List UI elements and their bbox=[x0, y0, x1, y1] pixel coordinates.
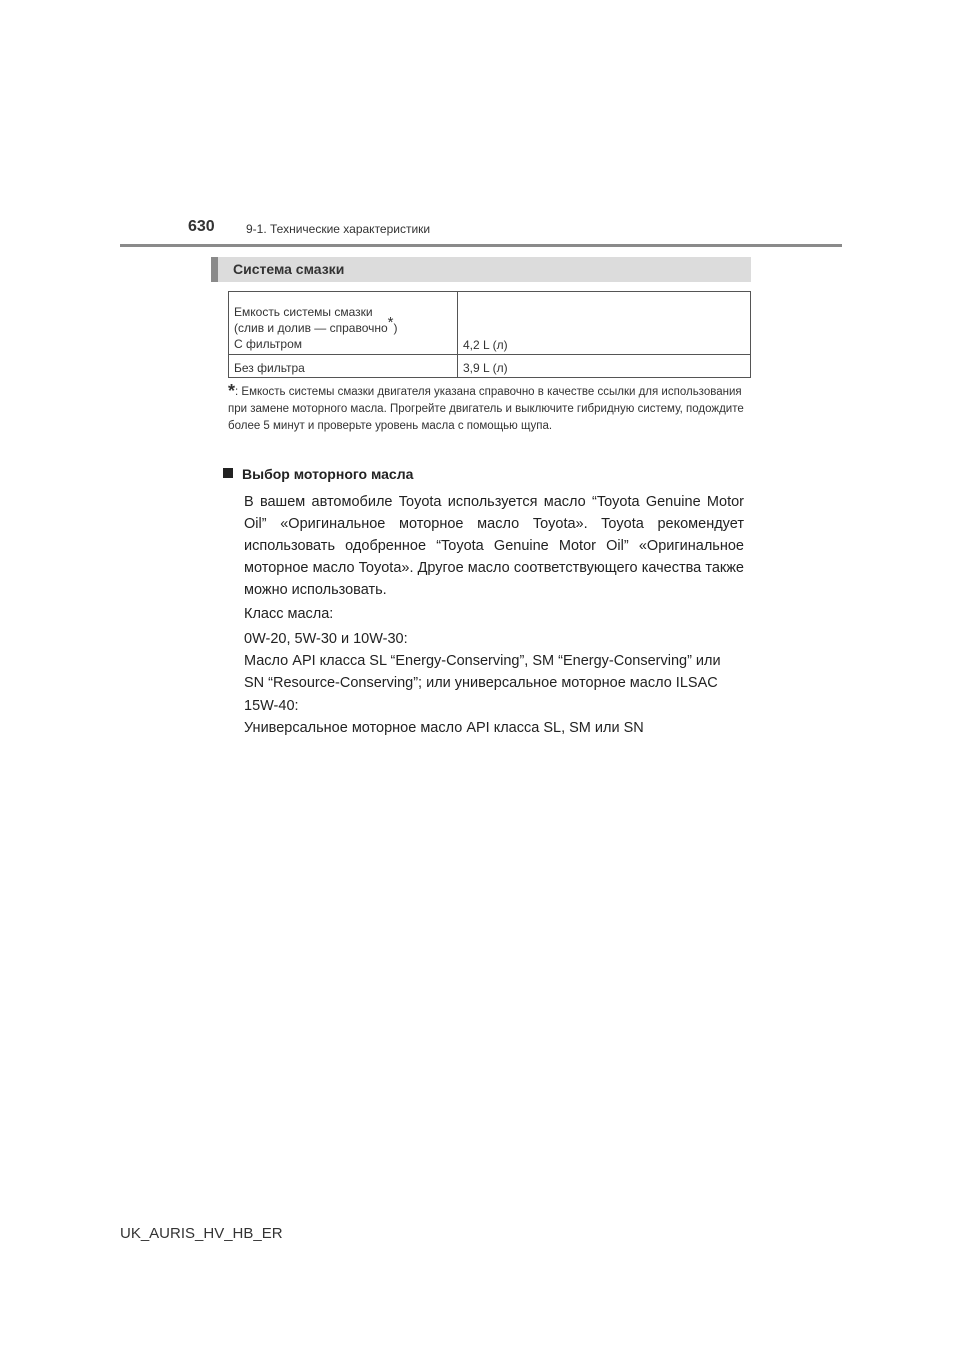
footnote-star: * bbox=[228, 381, 236, 401]
without-filter-value: 3,9 L (л) bbox=[458, 355, 751, 378]
oil-selection-heading bbox=[223, 466, 413, 482]
document-code: UK_AURIS_HV_HB_ER bbox=[120, 1225, 283, 1242]
section-header-bar bbox=[211, 257, 751, 282]
footnote-text: : Емкость системы смазки двигателя указана справочно в качестве ссылки для использования при замене моторного масла. Прогрейте двигатель и выключите гибридную систему, подождите более 5 минут и проверьте уровень масла с помощью щупа. bbox=[228, 386, 744, 432]
page-number: 630 bbox=[188, 218, 215, 235]
oil-selection-paragraph: В вашем автомобиле Toyota используется масло “Toyota Genuine Motor Oil” «Оригинальное моторное масло Toyota». Toyota рекомендует использовать одобренное “Toyota Genuine Motor Oil” «Оригинальное моторное масло Toyota». Другое масло соответствующего качества также можно использовать. bbox=[244, 494, 744, 598]
oil-grade-1-line2: SN “Resource-Conserving”; или универсальное моторное масло ILSAC bbox=[244, 675, 718, 691]
with-filter-value: 4,2 L (л) bbox=[458, 292, 751, 355]
oil-grade-label: Класс масла: bbox=[244, 606, 334, 622]
oil-grade-2-text: Универсальное моторное масло API класса SL, SM или SN bbox=[244, 720, 644, 736]
table-row bbox=[229, 292, 751, 355]
footnote-star: * bbox=[387, 314, 394, 331]
oil-grade-1-line1: Масло API класса SL “Energy-Conserving”, SM “Energy-Conserving” или bbox=[244, 653, 721, 669]
without-filter-label: Без фильтра bbox=[229, 355, 458, 378]
header-divider bbox=[120, 244, 842, 247]
table-row bbox=[229, 355, 751, 378]
footnote bbox=[228, 381, 748, 435]
capacity-label-line1: Емкость системы смазки bbox=[234, 305, 373, 319]
oil-grade-2 bbox=[244, 695, 744, 739]
with-filter-label: С фильтром bbox=[234, 337, 302, 351]
oil-capacity-table bbox=[228, 291, 751, 378]
square-bullet-icon bbox=[223, 468, 233, 478]
chapter-title: 9-1. Технические характеристики bbox=[246, 222, 431, 236]
table-cell-label bbox=[229, 292, 458, 355]
oil-selection-heading-text: Выбор моторного масла bbox=[242, 466, 414, 482]
capacity-label-line2: (слив и долив — справочно bbox=[234, 321, 388, 335]
section-title: Система смазки bbox=[233, 261, 345, 277]
oil-grade-1-viscosity: 0W-20, 5W-30 и 10W-30: bbox=[244, 631, 408, 647]
oil-grade-1 bbox=[244, 628, 744, 694]
capacity-label-line2-suffix: ) bbox=[393, 321, 398, 335]
oil-grade-2-viscosity: 15W-40: bbox=[244, 698, 299, 714]
